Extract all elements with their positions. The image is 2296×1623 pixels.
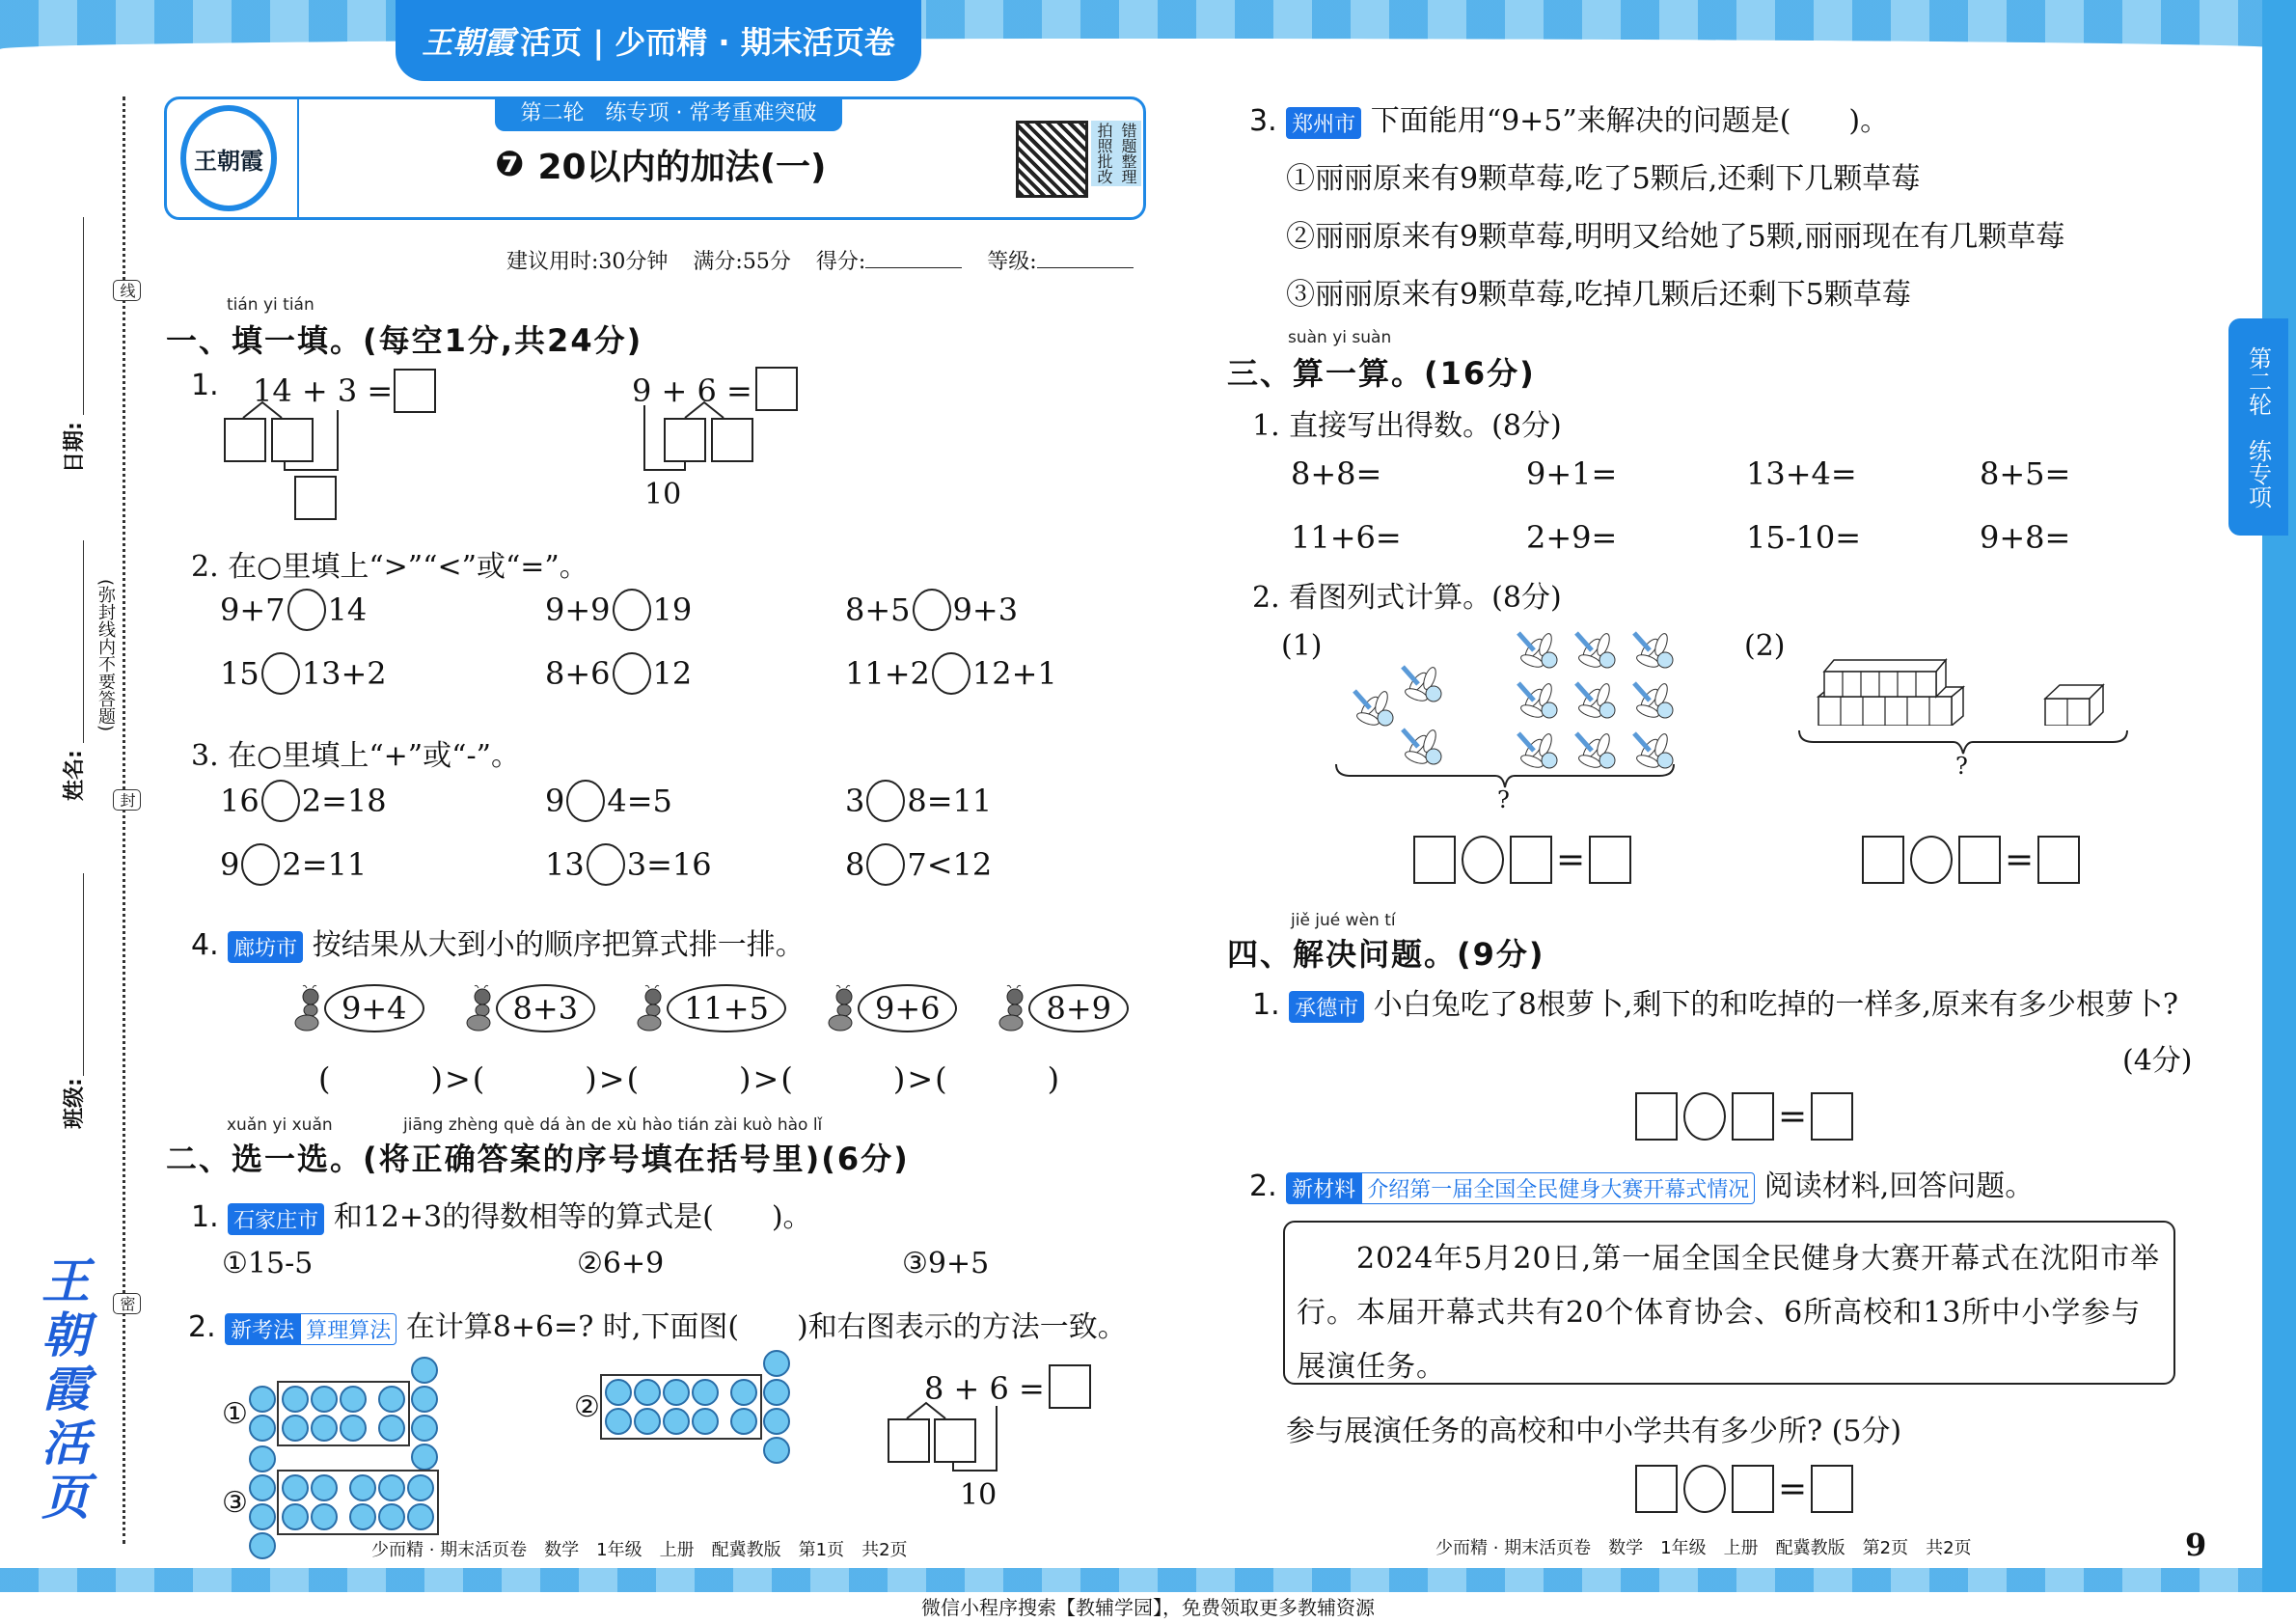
answer-box[interactable] [1049,1364,1091,1409]
compare-item: 9+7 14 [220,589,545,631]
equation-1[interactable]: = [1413,836,1631,884]
counter-dot [763,1379,790,1406]
s3-q1: 1. 直接写出得数。(8分) [1252,409,1562,443]
counter-dot [249,1445,276,1472]
answer-circle[interactable] [866,780,905,822]
operator-item: 3 8=11 [845,780,1096,822]
right-wave-border [2262,0,2296,1623]
score-note: (4分) [2122,1044,2193,1078]
question-mark: ? [1497,786,1510,813]
ant-icon [289,984,332,1032]
compare-item: 9+9 19 [545,589,845,631]
section4-heading: 四、解决问题。(9分) [1227,936,1545,973]
answer-circle[interactable] [613,652,651,695]
calc-item: 13+4= [1746,455,1857,492]
dragonfly-icon [1351,685,1405,737]
dragonfly-icon [1399,661,1453,713]
round-label: 第二轮 练专项 · 常考重难突破 [495,96,842,131]
s3-q2: 2. 看图列式计算。(8分) [1252,581,1562,615]
q4-line: 4. 廊坊市 按结果从大到小的顺序把算式排一排。 [191,928,805,962]
operator-item: 16 2=18 [220,780,545,822]
seal-mark-feng: 封 [113,789,141,811]
dragonfly-icon [1572,627,1626,679]
class-field[interactable] [83,873,84,1076]
counter-dot [605,1379,632,1406]
dragonfly-icon [1515,627,1569,679]
section3-pinyin: suàn yi suàn [1288,328,1392,347]
equation-4[interactable]: = [1635,1465,1853,1513]
answer-circle[interactable] [587,843,625,886]
banner-brand: 王朝霞 [422,24,515,61]
expression-oval: 9+6 [858,984,958,1032]
counter-dot [407,1474,434,1501]
q1-number: 1. [191,369,219,402]
bottom-notice: 微信小程序搜索【教辅学园】，免费领取更多教辅资源 [0,1592,2296,1623]
score-field[interactable] [865,267,962,268]
lesson-title: 20以内的加法(一) [537,148,827,187]
counter-dot [249,1532,276,1559]
banner-tab [396,0,921,81]
blocks-picture [1809,648,2127,726]
counter-dot [311,1474,338,1501]
split-lines [637,400,752,478]
diagram-label: ② [574,1389,600,1424]
answer-box[interactable] [755,367,798,411]
counter-dot [378,1474,405,1501]
reading-material: 2024年5月20日,第一届全国全民健身大赛开幕式在沈阳市举行。本届开幕式共有20个体育协会、6所高校和13所中小学参与展演任务。 [1283,1221,2175,1385]
counter-dot [730,1379,757,1406]
order-answer[interactable]: ( )>( )>( )>( )>( ) [318,1060,1062,1097]
equation-2[interactable]: = [1862,836,2080,884]
compare-item: 11+2 12+1 [845,652,1096,695]
option-2: ②6+9 [577,1247,665,1280]
counter-dot [411,1357,438,1384]
banner-title: 活页 | 少而精 · 期末活页卷 [520,24,895,61]
expression-oval: 9+4 [324,984,424,1032]
dot-diagram-2 [574,1349,791,1465]
dragonfly-picture [1331,627,1688,772]
dragonfly-icon [1630,627,1684,679]
counter-dot [249,1386,276,1413]
calc-item: 8+8= [1291,455,1382,492]
calc-item: 8+5= [1980,455,2071,492]
dragonfly-icon [1515,677,1569,729]
side-tab[interactable]: 第二轮 练专项 [2228,318,2288,536]
counter-dot [763,1408,790,1435]
operator-grid [220,780,1088,886]
s4-q1-line: 1. 承德市 小白兔吃了8根萝卜,剩下的和吃掉的一样多,原来有多少根萝卜? [1252,988,2178,1022]
ant-item [632,984,786,1032]
counter-dot [349,1503,376,1530]
counter-dot [311,1503,338,1530]
counter-dot [311,1386,338,1413]
section2-pinyin-2: jiāng zhèng què dá àn de xù hào tián zài kuò hào lǐ [403,1115,823,1135]
counter-dot [730,1408,757,1435]
operator-item: 9 4=5 [545,780,845,822]
counter-dot [663,1408,690,1435]
counter-dot [407,1503,434,1530]
r3-line: 3. 郑州市 下面能用“9+5”来解决的问题是( )。 [1249,104,1890,138]
operator-item: 13 3=16 [545,843,845,886]
page-number: 9 [2185,1527,2207,1563]
counter-dot [249,1415,276,1442]
part-2-label: (2) [1744,629,1786,663]
region-badge: 郑州市 [1286,107,1361,139]
counter-dot [282,1415,309,1442]
option-2: ②丽丽原来有9颗草莓,明明又给她了5颗,丽丽现在有几颗草莓 [1286,220,2065,254]
ant-icon [632,984,674,1032]
ant-item [994,984,1129,1032]
counter-dot [634,1408,661,1435]
qr-code[interactable] [1016,121,1088,198]
region-badge: 石家庄市 [228,1203,324,1235]
counter-dot [340,1415,367,1442]
counter-dot [311,1415,338,1442]
counter-dot [634,1379,661,1406]
split-lines [886,1401,1021,1478]
region-badge: 承德市 [1289,991,1364,1023]
seal-mark-xian: 线 [113,280,141,301]
compare-item: 8+6 12 [545,652,845,695]
s4-q2-line: 2. 新材料 介绍第一届全国全民健身大赛开幕式情况 阅读材料,回答问题。 [1249,1169,2035,1203]
option-1: ①15-5 [222,1247,314,1280]
answer-circle[interactable] [261,652,300,695]
expression-oval: 8+3 [496,984,596,1032]
section4-pinyin: jiě jué wèn tí [1291,911,1396,930]
diagram-label: ① [222,1396,248,1431]
compare-grid [220,589,1088,695]
ant-item [289,984,424,1032]
operator-item: 9 2=11 [220,843,545,886]
counter-dot [411,1415,438,1442]
header-logo: 王朝霞 [180,105,277,211]
answer-circle[interactable] [287,589,326,631]
counter-dot [378,1386,405,1413]
answer-box[interactable] [394,369,436,413]
name-field[interactable] [83,540,84,743]
section3-heading: 三、算一算。(16分) [1227,355,1536,392]
answer-circle[interactable] [566,780,605,822]
region-badge: 廊坊市 [228,931,303,963]
seal-line [123,96,125,1544]
ant-icon [461,984,504,1032]
expression-oval: 11+5 [667,984,786,1032]
answer-circle[interactable] [261,780,300,822]
counter-dot [378,1503,405,1530]
s2-q2-line: 2. 新考法 算理算法 在计算8+6=? 时,下面图( )和右图表示的方法一致。 [188,1310,1127,1344]
counter-dot [692,1379,719,1406]
footer-left: 少而精 · 期末活页卷 数学 1年级 上册 配冀教版 第1页 共2页 [371,1540,908,1560]
section2-pinyin: xuǎn yi xuǎn [227,1115,333,1135]
ant-icon [823,984,865,1032]
q3-instruction: 3. 在○里填上“+”或“-”。 [191,739,520,773]
calc-item: 9+1= [1526,455,1618,492]
answer-circle[interactable] [932,652,970,695]
question-mark: ? [1955,753,1968,780]
dragonfly-icon [1572,677,1626,729]
calc-item: 2+9= [1526,519,1618,556]
counter-dot [249,1474,276,1501]
q1-expr-b: 9 + 6 = [632,372,752,409]
ant-item [823,984,958,1032]
counter-dot [282,1386,309,1413]
counter-dot [763,1350,790,1377]
footer-right: 少而精 · 期末活页卷 数学 1年级 上册 配冀教版 第2页 共2页 [1435,1538,1972,1558]
counter-dot [411,1386,438,1413]
lesson-number: ❼ [495,145,525,184]
counter-dot [282,1474,309,1501]
counter-dot [663,1379,690,1406]
ant-icon [994,984,1036,1032]
ten-label: 10 [960,1478,998,1512]
reference-expr: 8 + 6 = [924,1370,1045,1407]
date-field[interactable] [83,217,84,415]
option-3: ③9+5 [902,1247,990,1280]
calc-item: 9+8= [1980,519,2071,556]
counter-dot [692,1408,719,1435]
s4-q2-question: 参与展演任务的高校和中小学共有多少所? (5分) [1286,1415,1902,1448]
section1-heading: 一、填一填。(每空1分,共24分) [166,322,643,359]
answer-circle[interactable] [866,843,905,886]
calc-grid [1291,455,2207,556]
ant-item [461,984,596,1032]
brand-logo: 王朝霞活页 [41,1253,90,1526]
grade-field[interactable] [1037,267,1134,268]
calc-item: 15-10= [1746,519,1862,556]
equation-3[interactable]: = [1635,1092,1853,1141]
topic-badge: 介绍第一届全国全民健身大赛开幕式情况 [1361,1172,1755,1204]
answer-circle[interactable] [913,589,951,631]
diagram-label: ③ [222,1485,248,1520]
new-material-badge: 新材料 [1286,1172,1361,1204]
name-label: 姓名: [63,750,87,801]
lesson-header: 王朝霞 第二轮 练专项 · 常考重难突破 ❼ 20以内的加法(一) 拍照批改 错题整理 [164,96,1146,220]
part-1-label: (1) [1281,629,1323,663]
option-3: ③丽丽原来有9颗草莓,吃掉几颗后还剩下5颗草莓 [1286,278,1911,312]
compare-item: 8+5 9+3 [845,589,1096,631]
ten-label: 10 [644,478,682,511]
operator-item: 8 7<12 [845,843,1096,886]
section2-heading: 二、选一选。(将正确答案的序号填在括号里)(6分) [166,1141,910,1177]
class-label: 班级: [63,1078,87,1129]
split-lines [222,400,357,478]
sum-box[interactable] [294,476,337,520]
counter-dot [249,1503,276,1530]
counter-dot [378,1415,405,1442]
counter-dot [349,1474,376,1501]
ant-expressions [289,984,1129,1032]
section1-pinyin: tián yi tián [227,295,314,315]
counter-dot [763,1437,790,1464]
counter-dot [282,1503,309,1530]
counter-dot [340,1386,367,1413]
expression-oval: 8+9 [1028,984,1129,1032]
seal-mark-mi: 密 [113,1293,141,1314]
topic-badge: 算理算法 [300,1313,396,1345]
dragonfly-icon [1630,677,1684,729]
new-method-badge: 新考法 [225,1313,300,1345]
calc-item: 11+6= [1291,519,1402,556]
compare-item: 15 13+2 [220,652,545,695]
s2-q1-line: 1. 石家庄市 和12+3的得数相等的算式是( )。 [191,1200,812,1234]
answer-circle[interactable] [613,589,651,631]
q2-instruction: 2. 在○里填上“>”“<”或“=”。 [191,550,588,584]
option-1: ①丽丽原来有9颗草莓,吃了5颗后,还剩下几颗草莓 [1286,162,1921,196]
answer-circle[interactable] [241,843,280,886]
counter-dot [605,1408,632,1435]
seal-note: (弥封线内不要答题) [96,579,116,732]
exam-meta: 建议用时:30分钟 满分:55分 得分: 等级: [506,245,1134,275]
q1-expr-a: 14 + 3 = [253,372,394,409]
date-label: 日期: [63,422,87,473]
